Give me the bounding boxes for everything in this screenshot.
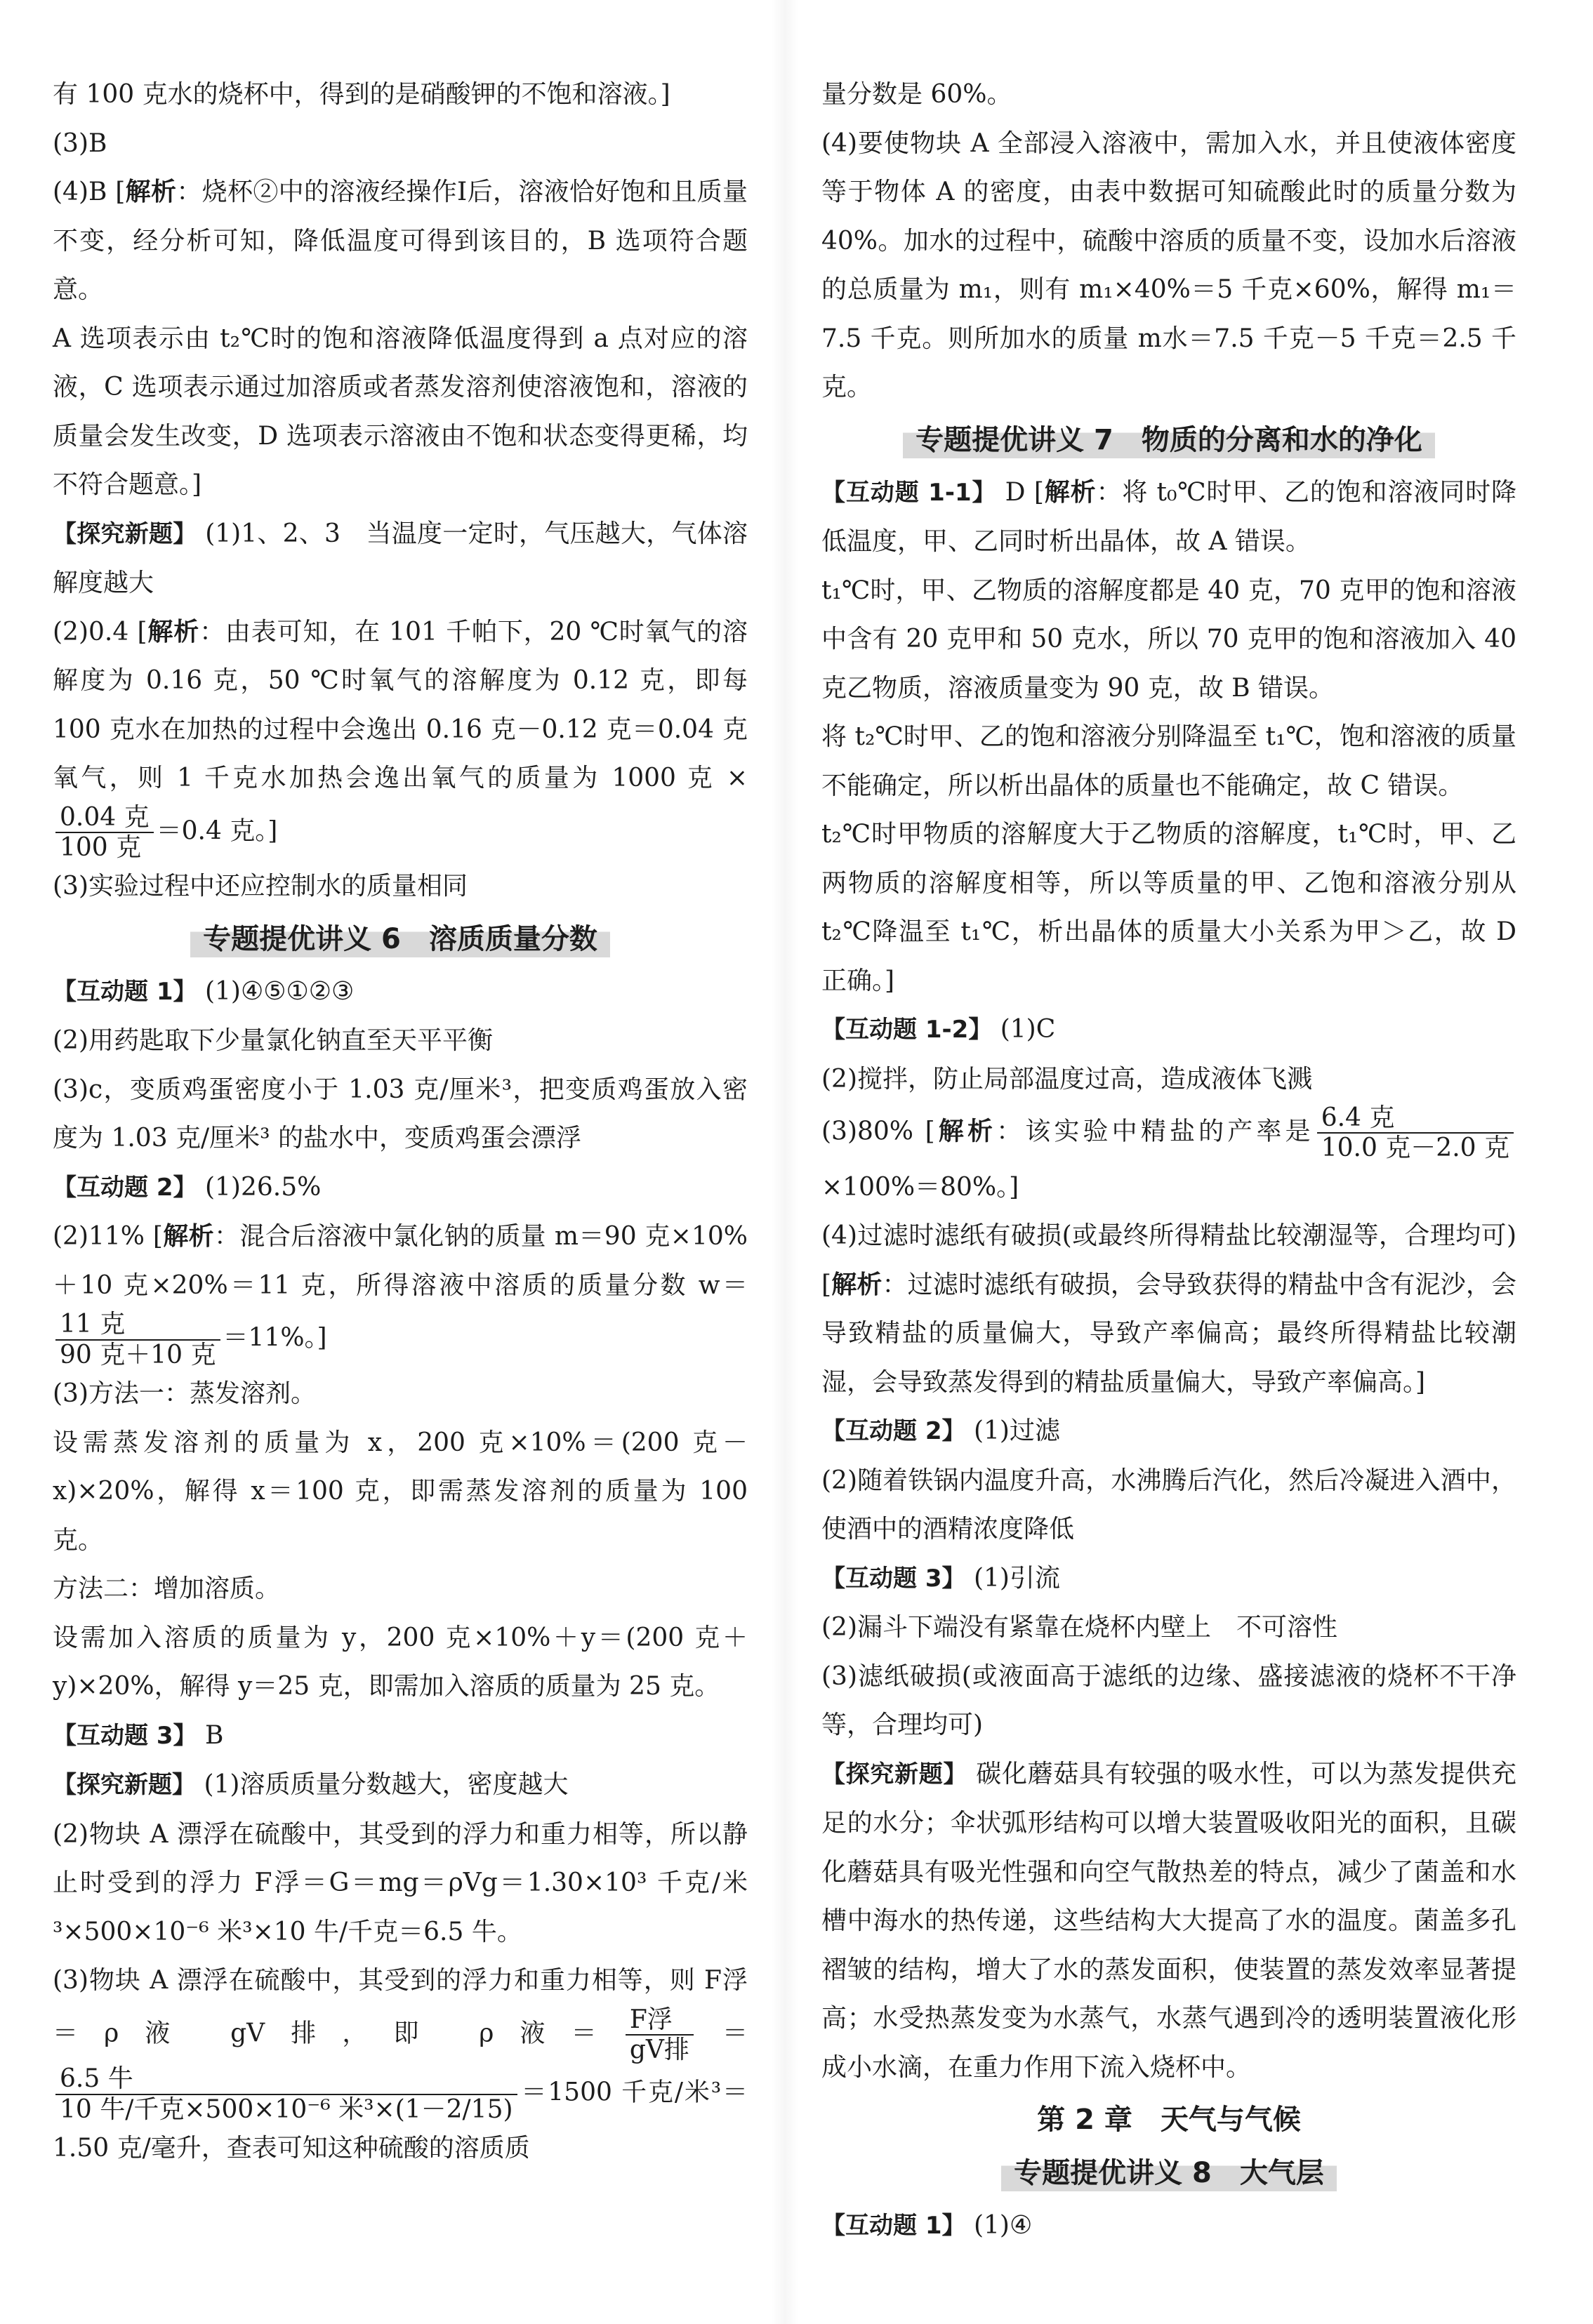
answer-paragraph: (3)滤纸破损(或液面高于滤纸的边缘、盛接滤液的烧杯不干净等，合理均可) [821,1661,1516,1740]
analysis-label: 解析 [934,1116,997,1146]
answer-line: 有 100 克水的烧杯中，得到的是硝酸钾的不饱和溶液。] [53,80,670,109]
answer-paragraph: (3)c，变质鸡蛋密度小于 1.03 克/厘米³，把变质鸡蛋放入密度为 1.03 克/厘米³ 的盐水中，变质鸡蛋会漂浮 [53,1075,748,1153]
question-tag: 【互动题 1-1】 [821,478,997,507]
page-fold-shadow [771,0,799,2324]
chapter-heading: 第 2 章 天气与气候 [1037,2104,1301,2137]
fraction: $\frac{\text{6.4 克}}{\text{10.0 克－2.0 克}}$ [1317,1103,1514,1163]
question-tag: 【互动题 1】 [821,2212,966,2240]
answer-line: (3)实验过程中还应控制水的质量相同 [53,872,468,901]
answer-paragraph: 设需蒸发溶剂的质量为 x，200 克×10%＝(200 克－x)×20%，解得 x＝100 克，即需蒸发溶剂的质量为 100 克。 [53,1428,748,1555]
answer-paragraph: (4)过滤时滤纸有破损(或最终所得精盐比较潮湿等，合理均可) [解析：过滤时滤纸有破损，会导致获得的精盐中含有泥沙，会导致精盐的质量偏大，导致产率偏高；最终所得精盐比较潮湿，会导致蒸发得到的精盐质量偏大，导致产率偏高。] [821,1221,1516,1397]
answer-paragraph: 设需加入溶质的质量为 y，200 克×10%＋y＝(200 克＋y)×20%，解得 y＝25 克，即需加入溶质的质量为 25 克。 [53,1623,748,1701]
answer-paragraph: (4)要使物块 A 全部浸入溶液中，需加入水，并且使液体密度等于物体 A 的密度，由表中数据可知硫酸此时的质量分数为 40%。加水的过程中，硫酸中溶质的质量不变，设加水后溶液的总质量为 m₁，则有 m₁×40%＝5 千克×60%，解得 m₁＝7.5 千克。则所加水的质量 m水＝7.5 千克－5 千克＝2.5 千克。 [821,128,1516,401]
answer-line: 【互动题 2】 (1)26.5% [53,1172,322,1202]
answer-line: 量分数是 60%。 [821,80,1012,109]
question-tag: 【互动题 2】 [821,1417,966,1446]
answer-paragraph: (2)随着铁锅内温度升高，水沸腾后汽化，然后冷凝进入酒中，使酒中的酒精浓度降低 [821,1466,1516,1544]
question-tag: 【互动题 1】 [53,977,197,1006]
answer-paragraph: 【探究新题】 碳化蘑菇具有较强的吸水性，可以为蒸发提供充足的水分；伞状弧形结构可以增大装置吸收阳光的面积，且碳化蘑菇具有吸光性强和向空气散热差的特点，减少了菌盖和水槽中海水的热传递，这些结构大大提高了水的温度。菌盖多孔褶皱的结构，增大了水的蒸发面积，使装置的蒸发效率显著提高；水受热蒸发变为水蒸气，水蒸气遇到冷的透明装置液化形成小水滴，在重力作用下流入烧杯中。 [821,1759,1516,2082]
answer-paragraph: 将 t₂℃时甲、乙的饱和溶液分别降温至 t₁℃，饱和溶液的质量不能确定，所以析出晶体的质量也不能确定，故 C 错误。 [821,722,1516,800]
answer-line: 【互动题 1】 (1)④⑤①②③ [53,976,355,1006]
analysis-label: 解析 [831,1269,883,1299]
analysis-label: 解析 [125,177,177,206]
answer-line: 【探究新题】 (1)溶质质量分数越大，密度越大 [53,1770,569,1800]
fraction: $\frac{\text{6.5 牛}}{\text{10 牛/千克×500×10⁻⁶ 米³×(1－2/15)}}$ [55,2064,517,2124]
answer-line: 【互动题 1】 (1)④ [821,2211,1033,2240]
section-tag: 【探究新题】 [53,519,197,548]
answer-paragraph: t₂℃时甲物质的溶解度大于乙物质的溶解度，t₁℃时，甲、乙两物质的溶解度相等，所以等质量的甲、乙饱和溶液分别从 t₂℃降温至 t₁℃，析出晶体的质量大小关系为甲＞乙，故 D 正确。] [821,820,1516,995]
fraction: $\frac{\text{0.04 克}}{\text{100 克}}$ [55,803,154,863]
fraction: $\frac{\text{F浮}}{\text{gV排}}$ [626,2005,694,2065]
answer-paragraph: (3)80% [解析：该实验中精盐的产率是 $\frac{\text{6.4 克}}{\text{10.0 克－2.0 克}}$ ×100%＝80%。] [821,1103,1516,1211]
answer-line: (2)用药匙取下少量氯化钠直至天平平衡 [53,1026,493,1056]
answer-line: 【互动题 2】 (1)过滤 [821,1416,1060,1446]
answer-paragraph: (2)0.4 [解析：由表可知，在 101 千帕下，20 ℃时氧气的溶解度为 0.16 克，50 ℃时氧气的溶解度为 0.12 克，即每 100 克水在加热的过程中会逸出 0.16 克－0.12 克＝0.04 克氧气，则 1 千克水加热会逸出氧气的质量为 1000 克 × $\frac{\text{0.04 克}}{\text{100 克}}$ ＝0.4 克。] [53,616,748,862]
section-tag: 【探究新题】 [821,1760,968,1788]
section-heading-8: 专题提优讲义 8 大气层 [821,2148,1516,2198]
answer-line: (2)搅拌，防止局部温度过高，造成液体飞溅 [821,1064,1312,1094]
section-heading-7: 专题提优讲义 7 物质的分离和水的净化 [821,415,1516,465]
section-heading-6: 专题提优讲义 6 溶质质量分数 [53,914,748,964]
analysis-label: 解析 [162,1221,215,1251]
section-tag: 【探究新题】 [53,1771,196,1800]
answer-paragraph: t₁℃时，甲、乙物质的溶解度都是 40 克，70 克甲的饱和溶液中含有 20 克甲和 50 克水，所以 70 克甲的饱和溶液加入 40 克乙物质，溶液质量变为 90 克，故 B 错误。 [821,576,1516,703]
question-tag: 【互动题 1-2】 [821,1016,993,1044]
answer-paragraph: (4)B [解析：烧杯②中的溶液经操作Ⅰ后，溶液恰好饱和且质量不变，经分析可知，降低温度可得到该目的，B 选项符合题意。 [53,177,748,304]
answer-line: (3)B [53,128,107,158]
answer-paragraph: (3)物块 A 漂浮在硫酸中，其受到的浮力和重力相等，则 F浮＝ρ液 gV排，即 ρ液＝ $\frac{\text{F浮}}{\text{gV排}}$ ＝ $\frac{\text{6.5 牛}}{\text{10 牛/千克×500×10⁻⁶ 米³×(1－2/15)}}$ ＝1500 千克/米³＝1.50 克/毫升，查表可知这种硫酸的溶质质 [53,1966,748,2163]
answer-paragraph: A 选项表示由 t₂℃时的饱和溶液降低温度得到 a 点对应的溶液，C 选项表示通过加溶质或者蒸发溶剂使溶液饱和，溶液的质量会发生改变，D 选项表示溶液由不饱和状态变得更稀，均不符合题意。] [53,324,748,499]
answer-paragraph: 【探究新题】 (1)1、2、3 当温度一定时，气压越大，气体溶解度越大 [53,519,748,597]
answer-paragraph: 【互动题 1-1】 D [解析：将 t₀℃时甲、乙的饱和溶液同时降低温度，甲、乙同时析出晶体，故 A 错误。 [821,477,1516,556]
answer-line: 方法二：增加溶质。 [53,1574,281,1604]
answer-paragraph: (2)物块 A 漂浮在硫酸中，其受到的浮力和重力相等，所以静止时受到的浮力 F浮＝G＝mg＝ρVg＝1.30×10³ 千克/米³×500×10⁻⁶ 米³×10 牛/千克＝6.5 牛。 [53,1819,748,1946]
answer-paragraph: (2)11% [解析：混合后溶液中氯化钠的质量 m＝90 克×10%＋10 克×20%＝11 克，所得溶液中溶质的质量分数 w＝ $\frac{\text{11 克}}{\text{90 克＋10 克}}$ ＝11%。] [53,1221,748,1369]
answer-line: (3)方法一：蒸发溶剂。 [53,1379,316,1409]
right-column [821,70,1516,2251]
question-tag: 【互动题 2】 [53,1173,197,1202]
answer-line: 【互动题 3】 B [53,1720,224,1750]
question-tag: 【互动题 3】 [821,1564,966,1593]
answer-line: 【互动题 1-2】 (1)C [821,1015,1056,1044]
left-column [53,70,748,2173]
analysis-label: 解析 [1043,477,1097,507]
question-tag: 【互动题 3】 [53,1721,197,1750]
fraction: $\frac{\text{11 克}}{\text{90 克＋10 克}}$ [55,1310,220,1369]
analysis-label: 解析 [147,616,200,646]
answer-line: (2)漏斗下端没有紧靠在烧杯内壁上 不可溶性 [821,1613,1337,1642]
answer-line: 【互动题 3】 (1)引流 [821,1563,1060,1593]
